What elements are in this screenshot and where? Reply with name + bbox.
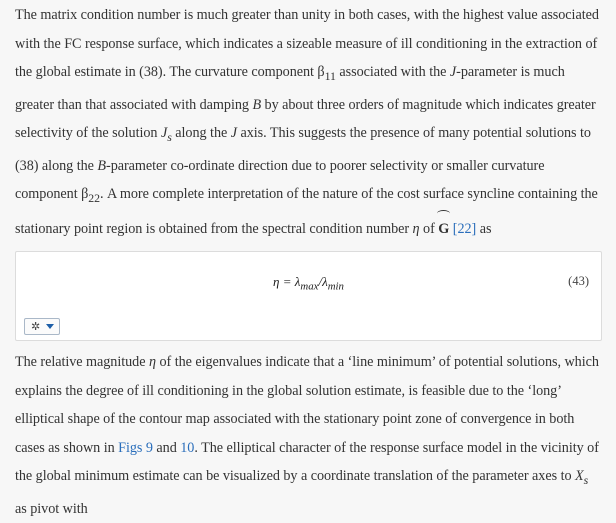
italic-var: η [412, 220, 420, 237]
text-line: with the FC response surface, which indicates a sizeable measure of ill conditioning in the extraction of [15, 35, 598, 52]
italic-var: J [449, 64, 457, 81]
italic-var: η [148, 354, 156, 370]
text-line: greater than that associated with damping B by about three orders of magnitude which indicates greater [15, 96, 596, 113]
subscript: 22 [88, 191, 100, 206]
figure-link-9[interactable]: Figs 9 [118, 439, 153, 456]
italic-var: B [252, 96, 262, 113]
subscript: s [167, 130, 172, 145]
chevron-down-icon [46, 324, 54, 329]
subscript: 11 [324, 69, 336, 84]
equation-box [15, 251, 602, 341]
text-line: cases as shown in Figs 9 and 10. The elliptical character of the response surface model in the vicinity of [15, 439, 599, 456]
text-line: the global estimate in (38). The curvature component $\beta_{11}$ associated with the J-parameter is much [15, 64, 565, 84]
gear-icon: ✲ [31, 321, 41, 333]
italic-var: J [160, 125, 168, 142]
text-line: stationary point region is obtained from the spectral condition number η of G [22] as [15, 213, 605, 244]
equation-number: (43) [568, 274, 589, 288]
text-line: as pivot with [15, 500, 88, 517]
text-line: The matrix condition number is much greater than unity in both cases, with the highest value associated [15, 7, 599, 23]
italic-var: J [230, 125, 237, 142]
text-line: (38) along the B-parameter co-ordinate direction due to poorer selectivity or smaller curvature [15, 157, 545, 174]
equation-tools-button[interactable] [24, 318, 60, 335]
matrix-symbol: G [438, 213, 449, 244]
subscript: s [583, 473, 589, 488]
italic-var: X [575, 468, 584, 485]
text-line: explains the degree of ill conditioning in the global solution estimate, is feasible due to the ‘long’ [15, 382, 562, 399]
citation-link[interactable]: [22] [452, 220, 477, 237]
text-line: elliptical shape of the contour map associated with the stationary point zone of convergence in both [15, 411, 575, 428]
paragraph-condition-number [15, 1, 605, 243]
paragraph-eigenvalues [15, 348, 605, 523]
text-line: selectivity of the solution $J_s$ along the J axis. This suggests the presence of many potential solutions to [15, 125, 591, 145]
text-line: the global minimum estimate can be visualized by a coordinate translation of the parameter axes to $X_s$ [15, 468, 589, 488]
text-line: component $\beta_{22}$. A more complete interpretation of the nature of the cost surface syncline containing the [15, 186, 598, 206]
italic-var: B [97, 157, 107, 174]
text-line: The relative magnitude η of the eigenvalues indicate that a ‘line minimum’ of potential solutions, which [15, 354, 599, 370]
equation: $\eta = \lambda_{max}/\lambda_{min}$ [273, 274, 344, 293]
figure-link-10[interactable]: 10 [180, 439, 195, 456]
